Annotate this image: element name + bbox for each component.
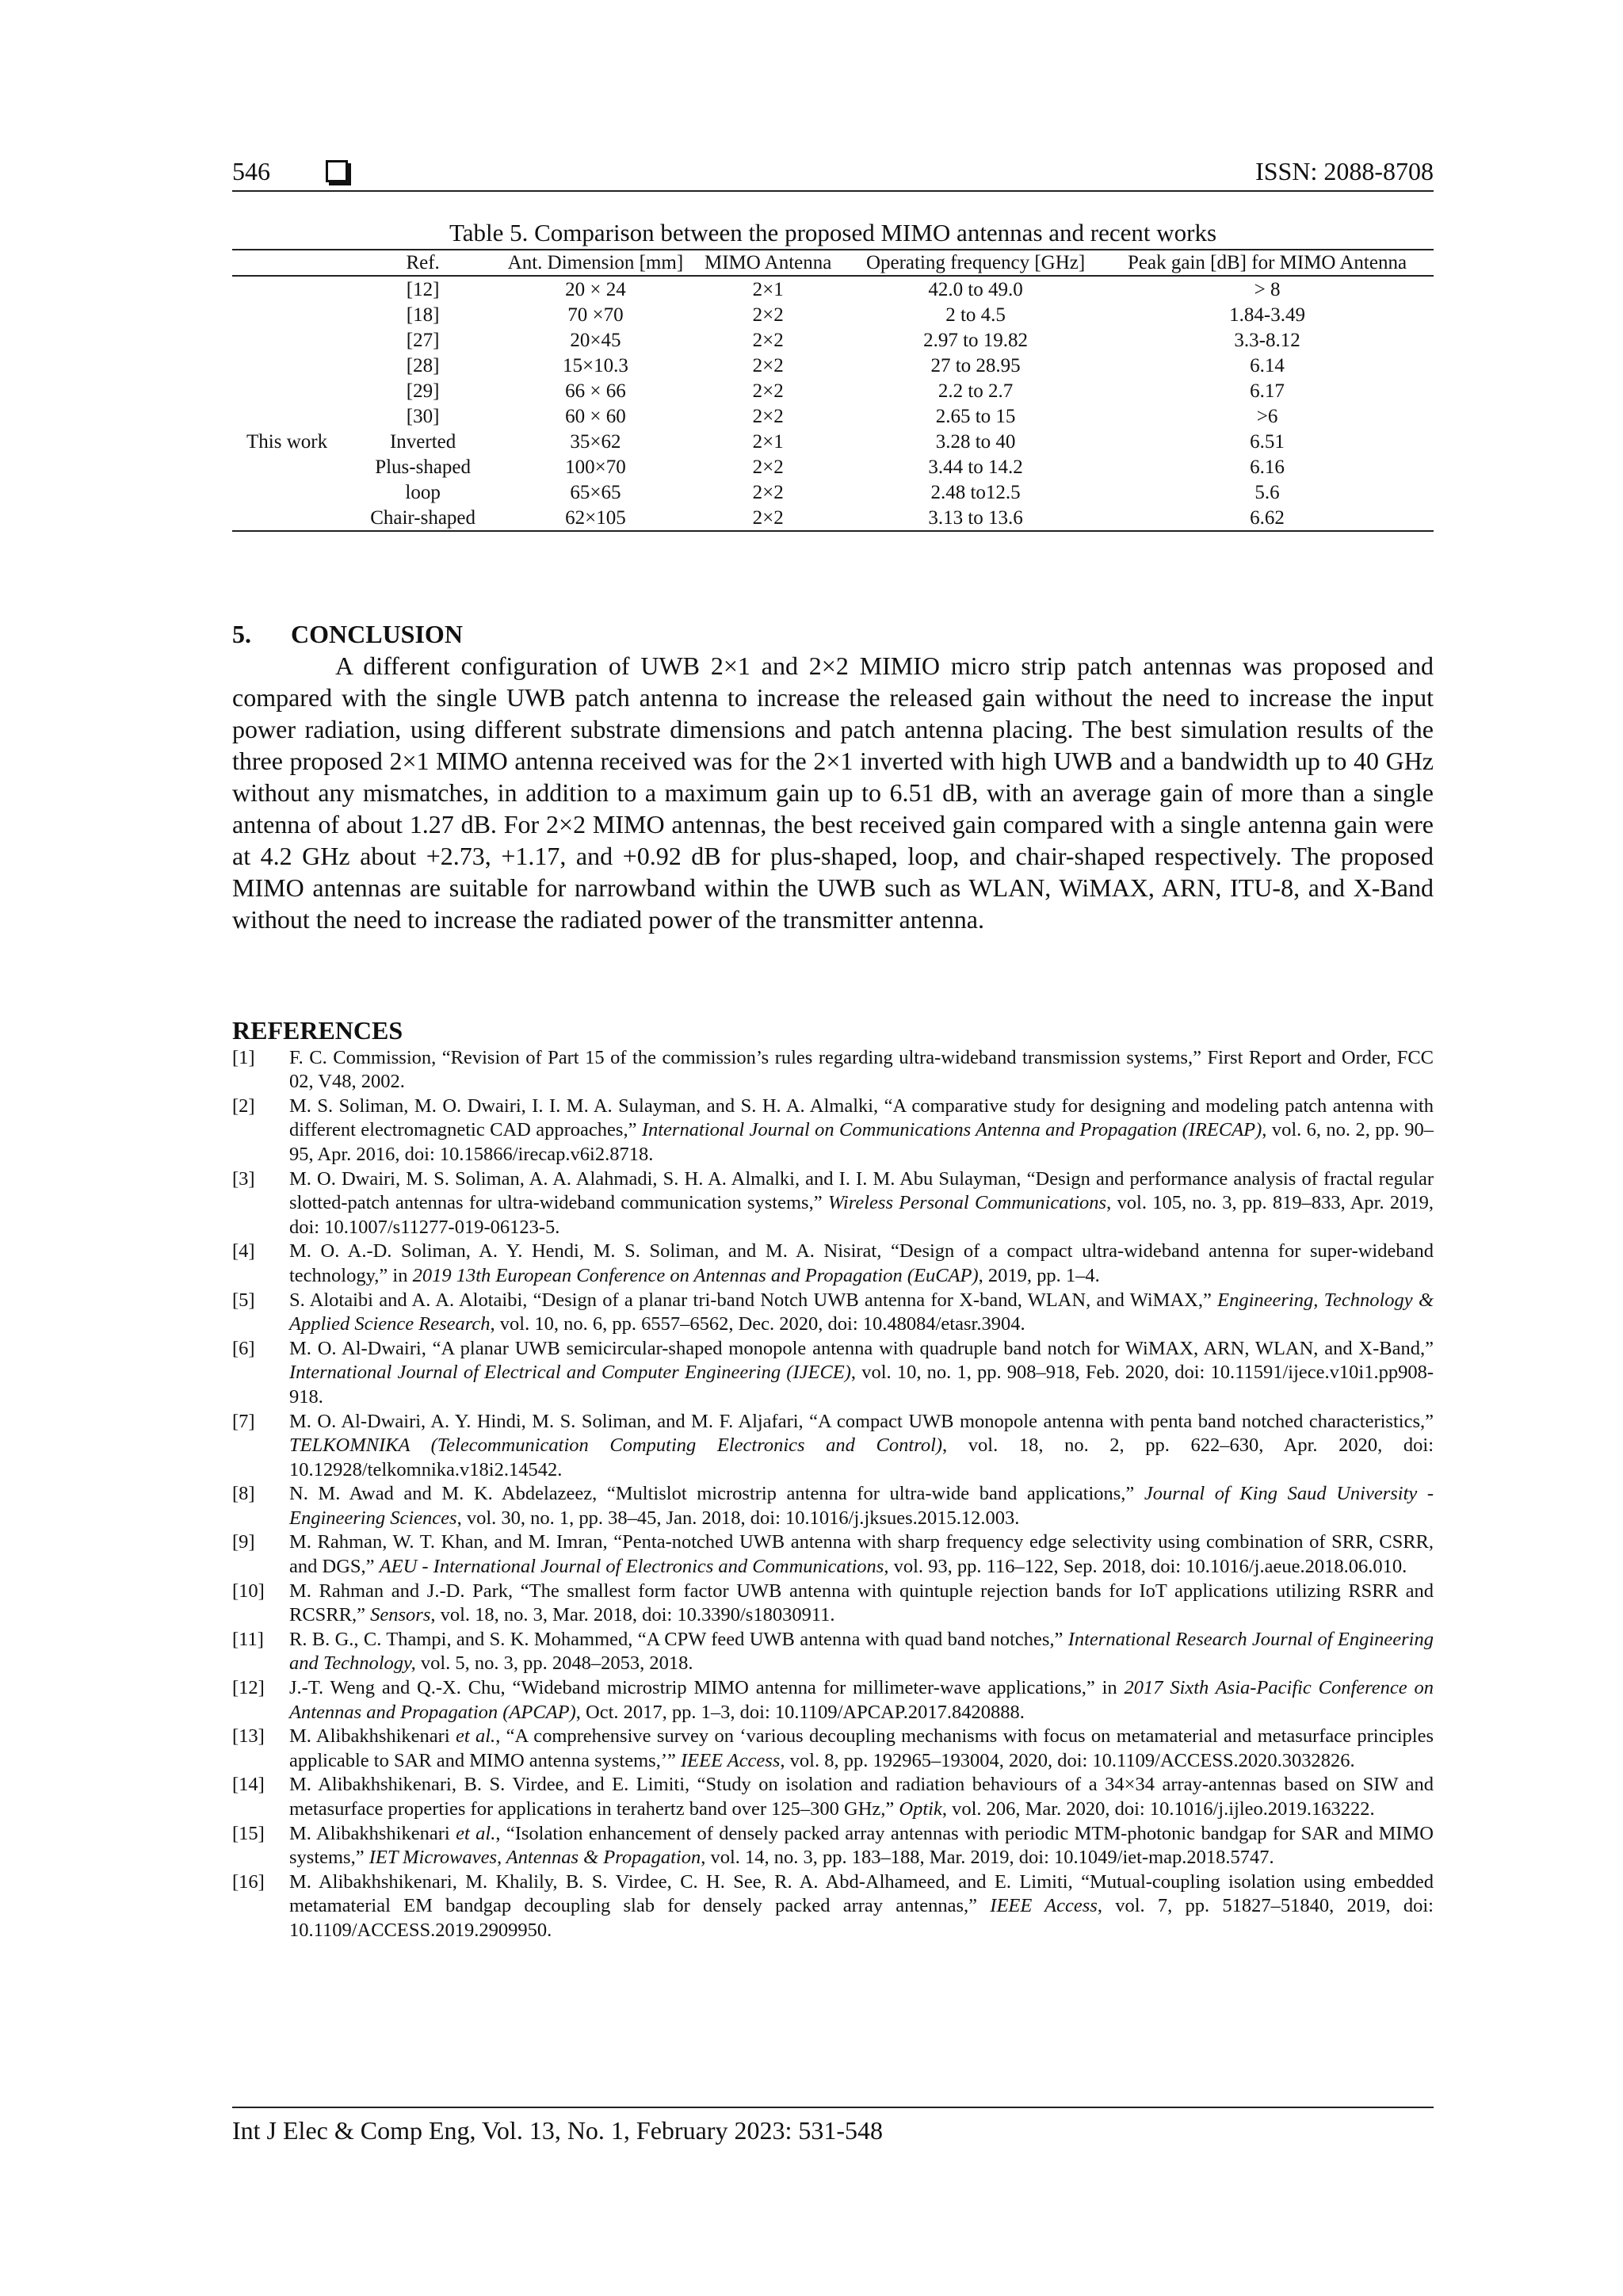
table-cell: [29]	[406, 380, 440, 402]
table-row	[232, 479, 1434, 505]
table-cell	[232, 454, 341, 479]
reference-number: [1]	[232, 1046, 255, 1068]
reference-segment: M. O. A.-D. Soliman, A. Y. Hendi, M. S. Soliman, and M. A. Nisirat, “Design of a compact ultra-wideband antenna for super-wideband technology,” in	[289, 1240, 1434, 1286]
table-cell: 3.44 to 14.2	[928, 456, 1023, 478]
table-cell: 2×2	[752, 380, 784, 402]
table-cell: 2.97 to 19.82	[923, 329, 1029, 351]
reference-segment: , vol. 10, no. 1, pp. 908–918, Feb. 2020, doi: 10.11591/ijece.v10i1.pp908-918.	[289, 1362, 1434, 1408]
table-cell: Chair-shaped	[370, 506, 476, 529]
reference-item	[232, 1289, 1434, 1337]
reference-text	[289, 1870, 1434, 1943]
reference-segment: , vol. 14, no. 3, pp. 183–188, Mar. 2019, doi: 10.1049/iet-map.2018.5747.	[701, 1847, 1274, 1869]
reference-source: AEU - International Journal of Electronics and Communications	[379, 1556, 884, 1578]
comparison-table	[232, 249, 1434, 532]
reference-text	[289, 1482, 1434, 1530]
table-cell: 2.2 to 2.7	[938, 380, 1014, 402]
table-cell: 70 ×70	[567, 304, 624, 326]
reference-number: [9]	[232, 1531, 255, 1553]
reference-segment: S. Alotaibi and A. A. Alotaibi, “Design of a planar tri-band Notch UWB antenna for X-band, WLAN, and WiMAX,”	[289, 1289, 1218, 1311]
table-row	[232, 403, 1434, 429]
table-row	[232, 302, 1434, 327]
table-header-cell: Ref.	[406, 252, 440, 273]
table-cell: [12]	[406, 278, 440, 300]
table-cell: 1.84-3.49	[1229, 304, 1305, 326]
table-cell: [27]	[406, 329, 440, 351]
table-cell: 2×2	[752, 405, 784, 427]
reference-segment: , vol. 6, no. 2, pp. 90–95, Apr. 2016, doi: 10.15866/irecap.v6i2.8718.	[289, 1119, 1434, 1165]
reference-number: [6]	[232, 1337, 255, 1359]
conclusion-section	[232, 618, 1434, 935]
reference-item	[232, 1822, 1434, 1870]
table-row	[232, 429, 1434, 454]
reference-item	[232, 1628, 1434, 1676]
table-cell: 20 × 24	[565, 278, 626, 300]
table-cell: [28]	[406, 354, 440, 376]
reference-segment: J.-T. Weng and Q.-X. Chu, “Wideband microstrip MIMO antenna for millimeter-wave applications,” in	[289, 1677, 1125, 1699]
reference-segment: , vol. 105, no. 3, pp. 819–833, Apr. 2019, doi: 10.1007/s11277-019-06123-5.	[289, 1192, 1434, 1238]
table-cell: 20×45	[570, 329, 621, 351]
reference-text	[289, 1289, 1434, 1337]
reference-segment: , vol. 8, pp. 192965–193004, 2020, doi: 10.1109/ACCESS.2020.3032826.	[780, 1749, 1355, 1771]
table-cell: 3.13 to 13.6	[928, 506, 1023, 529]
reference-text	[289, 1095, 1434, 1167]
reference-number: [8]	[232, 1483, 255, 1505]
table-row	[232, 353, 1434, 378]
table-cell: 6.51	[1250, 430, 1285, 453]
reference-number: [10]	[232, 1580, 265, 1602]
reference-item	[232, 1580, 1434, 1628]
reference-segment: , vol. 18, no. 2, pp. 622–630, Apr. 2020, doi: 10.12928/telkomnika.v18i2.14542.	[289, 1435, 1434, 1480]
table-cell: 6.14	[1250, 354, 1285, 376]
reference-text	[289, 1530, 1434, 1579]
reference-item	[232, 1167, 1434, 1240]
reference-text	[289, 1240, 1434, 1288]
reference-segment: , vol. 30, no. 1, pp. 38–45, Jan. 2018, doi: 10.1016/j.jksues.2015.12.003.	[456, 1507, 1020, 1529]
table-cell: 2×2	[752, 304, 784, 326]
reference-segment: , “Isolation enhancement of densely packed array antennas with periodic MTM-photonic bandgap for SAR and MIMO systems,”	[289, 1822, 1434, 1869]
table-cell: 62×105	[565, 506, 626, 529]
references-heading: REFERENCES	[232, 1016, 403, 1045]
reference-segment: M. O. Dwairi, M. S. Soliman, A. A. Alahmadi, S. H. A. Almalki, and I. I. M. Abu Sulayman, “Design and performance analysis of fractal regular slotted-patch antennas for ultra-wideband communication systems,”	[289, 1167, 1434, 1214]
reference-list	[232, 1046, 1434, 1943]
table-cell: 27 to 28.95	[930, 354, 1021, 376]
reference-text	[289, 1337, 1434, 1410]
reference-text	[289, 1167, 1434, 1240]
reference-source: International Journal of Electrical and Computer Engineering (IJECE)	[289, 1362, 851, 1384]
table-cell: [30]	[406, 405, 440, 427]
table-cell: 2×2	[752, 456, 784, 478]
reference-segment: , 2019, pp. 1–4.	[978, 1264, 1100, 1286]
table-cell: 65×65	[570, 481, 621, 503]
table-row	[232, 327, 1434, 353]
reference-item	[232, 1046, 1434, 1095]
table-cell: 3.28 to 40	[935, 430, 1016, 453]
table-cell: 2.48 to12.5	[930, 481, 1021, 503]
reference-segment: , “A comprehensive survey on ‘various decoupling mechanisms with focus on metamaterial and metasurface principles applicable to SAR and MIMO antenna systems,’”	[289, 1725, 1434, 1771]
table-header-cell: Ant. Dimension [mm]	[507, 252, 684, 273]
table-cell: 6.62	[1250, 506, 1285, 529]
table-cell: 5.6	[1254, 481, 1280, 503]
table-header-cell: Peak gain [dB] for MIMO Antenna	[1128, 252, 1407, 273]
table-row	[232, 276, 1434, 302]
reference-number: [5]	[232, 1289, 255, 1311]
section-number: 5.	[232, 620, 251, 648]
reference-source: Sensors	[370, 1604, 431, 1626]
reference-item	[232, 1773, 1434, 1821]
reference-text	[289, 1046, 1434, 1095]
table-cell: 35×62	[570, 430, 621, 453]
table-header-cell: MIMO Antenna	[704, 252, 832, 273]
reference-number: [12]	[232, 1677, 265, 1699]
reference-source: International Journal on Communications Antenna and Propagation (IRECAP)	[641, 1119, 1262, 1141]
table-cell: This work	[246, 430, 328, 453]
table-caption: Table 5. Comparison between the proposed MIMO antennas and recent works	[449, 219, 1217, 246]
reference-segment: M. Rahman and J.-D. Park, “The smallest form factor UWB antenna with quintuple rejection bands for IoT applications utilizing RSRR and RCSRR,”	[289, 1580, 1434, 1626]
table-cell	[232, 353, 341, 378]
reference-text	[289, 1725, 1434, 1773]
reference-source: Optik	[899, 1798, 942, 1820]
table-row	[232, 454, 1434, 479]
reference-text	[289, 1773, 1434, 1821]
reference-number: [15]	[232, 1822, 265, 1844]
table-cell: 2×2	[752, 354, 784, 376]
reference-number: [4]	[232, 1240, 255, 1263]
reference-source: IEEE Access	[990, 1895, 1098, 1917]
reference-segment: M. Alibakhshikenari, B. S. Virdee, and E. Limiti, “Study on isolation and radiation behaviours of a 34×34 array-antennas based on SIW and metasurface properties for applications in terahertz band over 125–300 GHz,”	[289, 1774, 1434, 1820]
reference-segment: M. Alibakhshikenari	[289, 1725, 456, 1748]
reference-segment: , vol. 18, no. 3, Mar. 2018, doi: 10.3390/s18030911.	[430, 1604, 835, 1626]
reference-item	[232, 1676, 1434, 1725]
reference-segment: R. B. G., C. Thampi, and S. K. Mohammed, “A CPW feed UWB antenna with quad band notches,”	[289, 1628, 1068, 1650]
table-cell: 2×1	[752, 278, 784, 300]
reference-segment: M. Alibakhshikenari	[289, 1822, 456, 1844]
reference-source: et al.	[456, 1822, 496, 1844]
reference-segment: , vol. 7, pp. 51827–51840, 2019, doi: 10.1109/ACCESS.2019.2909950.	[289, 1895, 1434, 1941]
table-cell: [18]	[406, 304, 440, 326]
table-cell: 100×70	[565, 456, 626, 478]
reference-text	[289, 1410, 1434, 1483]
table-cell: 42.0 to 49.0	[928, 278, 1023, 300]
reference-source: Engineering, Technology & Applied Science Research	[289, 1289, 1434, 1335]
table-cell	[232, 505, 341, 531]
reference-segment: N. M. Awad and M. K. Abdelazeez, “Multislot microstrip antenna for ultra-wide band applications,”	[289, 1483, 1144, 1505]
table-cell	[232, 479, 341, 505]
table-cell: Plus-shaped	[375, 456, 472, 478]
table-header-cell: Operating frequency [GHz]	[865, 252, 1086, 273]
reference-number: [7]	[232, 1410, 255, 1432]
reference-source: IEEE Access	[680, 1749, 781, 1771]
conclusion-paragraph: A different configuration of UWB 2×1 and 2×2 MIMIO micro strip patch antennas was proposed and compared with the single UWB patch antenna to increase the released gain without the need to increase the input power radiation, using different substrate dimensions and patch antenna placing. The best simulation results of the three proposed 2×1 MIMO antenna received was for the 2×1 inverted with high UWB and a bandwidth up to 40 GHz without any mismatches, in addition to a maximum gain up to 6.51 dB, with an average gain of more than a single antenna of about 1.27 dB. For 2×2 MIMO antennas, the best received gain compared with a single antenna gain were at 4.2 GHz about +2.73, +1.17, and +0.92 dB for plus-shaped, loop, and chair-shaped respectively. The proposed MIMO antennas are suitable for narrowband within the UWB such as WLAN, WiMAX, ARN, ITU-8, and X-Band without the need to increase the radiated power of the transmitter antenna.	[232, 651, 1434, 934]
section-title: CONCLUSION	[291, 620, 463, 648]
table-cell	[232, 276, 341, 302]
table-cell: 66 × 66	[565, 380, 626, 402]
references-section	[232, 1018, 1434, 1943]
issn-label: ISSN: 2088-8708	[1255, 157, 1434, 185]
table-cell	[232, 378, 341, 403]
reference-segment: , vol. 206, Mar. 2020, doi: 10.1016/j.ijleo.2019.163222.	[941, 1798, 1375, 1820]
reference-number: [16]	[232, 1870, 265, 1893]
table-cell	[232, 327, 341, 353]
table-cell: 6.16	[1250, 456, 1285, 478]
reference-item	[232, 1337, 1434, 1410]
table-cell: >6	[1256, 405, 1278, 427]
table-cell: 3.3-8.12	[1234, 329, 1300, 351]
reference-segment: M. Rahman, W. T. Khan, and M. Imran, “Penta-notched UWB antenna with sharp frequency edge selectivity using combination of SRR, CSRR, and DGS,”	[289, 1531, 1434, 1578]
reference-number: [3]	[232, 1167, 255, 1190]
table-cell	[232, 302, 341, 327]
table-cell: 6.17	[1250, 380, 1285, 402]
page-footer: Int J Elec & Comp Eng, Vol. 13, No. 1, February 2023: 531-548	[232, 2107, 1434, 2145]
reference-source: International Research Journal of Engineering and Technology,	[289, 1628, 1434, 1675]
table-cell: 2×1	[752, 430, 784, 453]
table-row	[232, 505, 1434, 531]
reference-segment: M. O. Al-Dwairi, A. Y. Hindi, M. S. Soliman, and M. F. Aljafari, “A compact UWB monopole antenna with penta band notched characteristics,”	[289, 1410, 1434, 1432]
table-cell: 60 × 60	[565, 405, 626, 427]
reference-item	[232, 1725, 1434, 1773]
table-header-row	[232, 250, 1434, 276]
reference-source: Journal of King Saud University - Engineering Sciences	[289, 1483, 1434, 1529]
reference-number: [13]	[232, 1725, 265, 1748]
reference-segment: , vol. 93, pp. 116–122, Sep. 2018, doi: 10.1016/j.aeue.2018.06.010.	[884, 1556, 1407, 1578]
page-number: 546	[232, 157, 270, 185]
reference-source: 2017 Sixth Asia-Pacific Conference on Antennas and Propagation (APCAP)	[289, 1677, 1434, 1723]
reference-text	[289, 1822, 1434, 1870]
reference-number: [2]	[232, 1095, 255, 1117]
reference-source: Wireless Personal Communications	[827, 1192, 1107, 1214]
reference-segment: F. C. Commission, “Revision of Part 15 of the commission’s rules regarding ultra-wideband transmission systems,” First Report and Order, FCC 02, V48, 2002.	[289, 1046, 1434, 1093]
reference-source: et al.	[455, 1725, 496, 1748]
reference-text	[289, 1676, 1434, 1725]
reference-source: TELKOMNIKA (Telecommunication Computing Electronics and Control)	[289, 1435, 943, 1457]
reference-text	[289, 1580, 1434, 1628]
reference-source: IET Microwaves, Antennas & Propagation	[369, 1847, 701, 1869]
reference-segment: M. S. Soliman, M. O. Dwairi, I. I. M. A. Sulayman, and S. H. A. Almalki, “A comparative study for designing and modeling patch antenna with different electromagnetic CAD approaches,”	[289, 1095, 1434, 1141]
reference-source: 2019 13th European Conference on Antennas and Propagation (EuCAP)	[412, 1264, 979, 1286]
table-cell: Inverted	[389, 430, 456, 453]
reference-item	[232, 1870, 1434, 1943]
reference-segment: M. O. Al-Dwairi, “A planar UWB semicircular-shaped monopole antenna with quadruple band notch for WiMAX, ARN, WLAN, and X-Band,”	[289, 1337, 1434, 1359]
reference-segment: M. Alibakhshikenari, M. Khalily, B. S. Virdee, C. H. See, R. A. Abd-Alhameed, and E. Limiti, “Mutual-coupling isolation using embedded metamaterial EM bandgap decoupling slab for densely packed array antennas,”	[289, 1870, 1434, 1917]
reference-segment: , vol. 10, no. 6, pp. 6557–6562, Dec. 2020, doi: 10.48084/etasr.3904.	[490, 1313, 1025, 1335]
reference-item	[232, 1095, 1434, 1167]
section-heading	[232, 618, 1434, 650]
reference-item	[232, 1410, 1434, 1483]
reference-number: [14]	[232, 1774, 265, 1796]
reference-segment: , Oct. 2017, pp. 1–3, doi: 10.1109/APCAP.2017.8420888.	[575, 1701, 1025, 1723]
table-cell: 2×2	[752, 481, 784, 503]
reference-number: [11]	[232, 1628, 264, 1650]
reference-item	[232, 1482, 1434, 1530]
table-cell: loop	[405, 481, 441, 503]
table-row	[232, 378, 1434, 403]
reference-text	[289, 1628, 1434, 1676]
page-header	[232, 151, 1434, 192]
table-cell: 2×2	[752, 329, 784, 351]
table-cell: 2×2	[752, 506, 784, 529]
table-cell: > 8	[1254, 278, 1281, 300]
table-cell	[232, 403, 341, 429]
reference-item	[232, 1240, 1434, 1288]
reference-item	[232, 1530, 1434, 1579]
table-cell: 15×10.3	[562, 354, 628, 376]
table-cell: 2.65 to 15	[935, 405, 1016, 427]
table-cell: 2 to 4.5	[945, 304, 1006, 326]
square-bullet-icon	[326, 160, 348, 182]
table-header-cell	[232, 250, 341, 276]
reference-segment: vol. 5, no. 3, pp. 2048–2053, 2018.	[415, 1652, 693, 1675]
